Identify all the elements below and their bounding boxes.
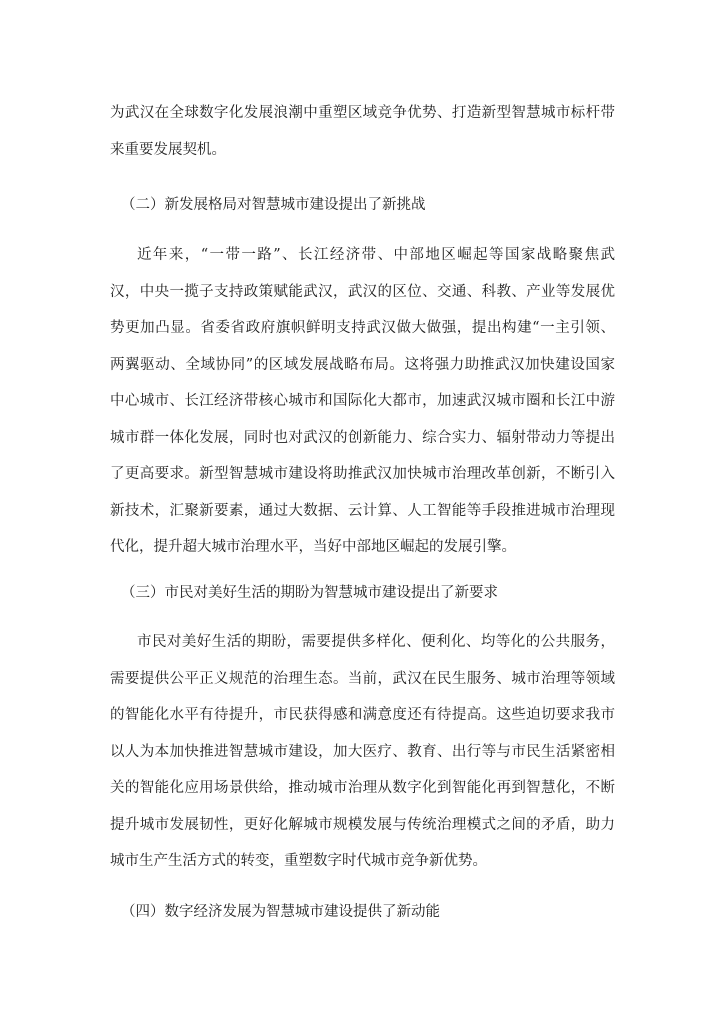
paragraph-line: 中心城市、长江经济带核心城市和国际化大都市，加速武汉城市圈和长江中游 (110, 393, 615, 409)
paragraph-line: 以人为本加快推进智慧城市建设，加大医疗、教育、出行等与市民生活紧密相 (110, 743, 615, 760)
intro-paragraph (110, 95, 615, 168)
section-paragraph-3 (110, 624, 615, 880)
section-heading-2: （二）新发展格局对智慧城市建设提出了新挑战 (121, 197, 426, 213)
paragraph-line: 来重要发展契机。 (110, 141, 226, 158)
paragraph-line: 两翼驱动、全域协同”的区域发展战略布局。这将强力助推武汉加快建设国家 (110, 356, 615, 373)
paragraph-line: 汉，中央一揽子支持政策赋能武汉，武汉的区位、交通、科教、产业等发展优 (110, 283, 615, 300)
paragraph-line: 的智能化水平有待提升，市民获得感和满意度还有待提高。这些迫切要求我市 (110, 707, 615, 723)
paragraph-line: 为武汉在全球数字化发展浪潮中重塑区域竞争优势、打造新型智慧城市标杆带 (110, 105, 615, 121)
section-heading-3: （三）市民对美好生活的期盼为智慧城市建设提出了新要求 (121, 585, 498, 601)
paragraph-line: 市民对美好生活的期盼，需要提供多样化、便利化、均等化的公共服务， (137, 634, 615, 650)
paragraph-line: 提升城市发展韧性，更好化解城市规模发展与传统治理模式之间的矛盾，助力 (110, 816, 615, 833)
paragraph-line: 近年来，“一带一路”、长江经济带、中部地区崛起等国家战略聚焦武 (137, 247, 615, 263)
section-paragraph-2 (110, 237, 615, 566)
section-heading-4: （四）数字经济发展为智慧城市建设提供了新动能 (121, 904, 440, 920)
paragraph-line: 关的智能化应用场景供给，推动城市治理从数字化到智能化再到智慧化，不断 (110, 780, 615, 796)
paragraph-line: 了更高要求。新型智慧城市建设将助推武汉加快城市治理改革创新，不断引入 (110, 466, 615, 482)
paragraph-line: 代化，提升超大城市治理水平，当好中部地区崛起的发展引擎。 (110, 539, 516, 555)
paragraph-line: 城市生产生活方式的转变，重塑数字时代城市竞争新优势。 (110, 853, 487, 869)
paragraph-line: 势更加凸显。省委省政府旗帜鲜明支持武汉做大做强，提出构建“一主引领、 (110, 320, 615, 336)
paragraph-line: 新技术，汇聚新要素，通过大数据、云计算、人工智能等手段推进城市治理现 (110, 502, 615, 519)
paragraph-line: 需要提供公平正义规范的治理生态。当前，武汉在民生服务、城市治理等领域 (110, 670, 615, 687)
paragraph-line: 城市群一体化发展，同时也对武汉的创新能力、综合实力、辐射带动力等提出 (110, 429, 615, 446)
